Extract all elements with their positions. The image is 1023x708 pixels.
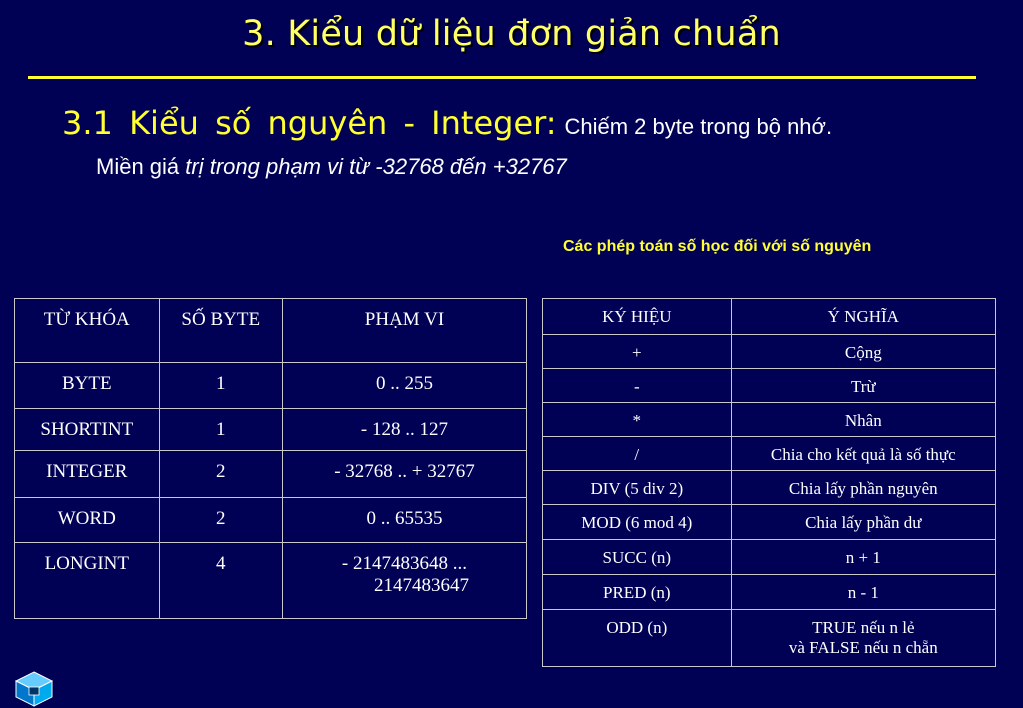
table-row bbox=[543, 437, 996, 471]
ops-table bbox=[542, 298, 996, 667]
cell-range: 0 .. 255 bbox=[282, 363, 526, 409]
cell-keyword: INTEGER bbox=[15, 451, 160, 498]
table-row bbox=[15, 543, 527, 619]
cell-meaning: Chia lấy phần dư bbox=[731, 505, 995, 540]
table-row bbox=[543, 369, 996, 403]
cell-symbol: PRED (n) bbox=[543, 575, 732, 610]
header-symbol: KÝ HIỆU bbox=[543, 299, 732, 335]
header-range: PHẠM VI bbox=[282, 299, 526, 363]
table-row bbox=[543, 335, 996, 369]
table-row bbox=[15, 498, 527, 543]
subheading-note: Chiếm 2 byte trong bộ nhớ. bbox=[564, 114, 833, 139]
cell-keyword: SHORTINT bbox=[15, 409, 160, 451]
table-row bbox=[543, 505, 996, 540]
cell-symbol: DIV (5 div 2) bbox=[543, 471, 732, 505]
cell-meaning: n - 1 bbox=[731, 575, 995, 610]
cell-symbol: / bbox=[543, 437, 732, 471]
table-row bbox=[15, 363, 527, 409]
cell-meaning: Nhân bbox=[731, 403, 995, 437]
table-row bbox=[543, 471, 996, 505]
cell-symbol: MOD (6 mod 4) bbox=[543, 505, 732, 540]
table-row bbox=[15, 409, 527, 451]
header-keyword: TỪ KHÓA bbox=[15, 299, 160, 363]
cell-bytes: 4 bbox=[159, 543, 282, 619]
table-row bbox=[543, 575, 996, 610]
cell-range: - 128 .. 127 bbox=[282, 409, 526, 451]
title-underline bbox=[28, 76, 976, 79]
header-meaning: Ý NGHĨA bbox=[731, 299, 995, 335]
cell-bytes: 2 bbox=[159, 498, 282, 543]
table-row bbox=[543, 403, 996, 437]
cell-meaning: Chia cho kết quả là số thực bbox=[731, 437, 995, 471]
cell-bytes: 1 bbox=[159, 409, 282, 451]
cube-logo-icon bbox=[12, 670, 56, 708]
cell-meaning: Cộng bbox=[731, 335, 995, 369]
range-prefix: Miền giá bbox=[96, 154, 186, 179]
cell-symbol: - bbox=[543, 369, 732, 403]
cell-bytes: 2 bbox=[159, 451, 282, 498]
range-line bbox=[96, 154, 567, 180]
types-table bbox=[14, 298, 527, 619]
table-row bbox=[543, 610, 996, 667]
cell-meaning: n + 1 bbox=[731, 540, 995, 575]
cell-symbol: + bbox=[543, 335, 732, 369]
table-row bbox=[15, 451, 527, 498]
table-row bbox=[543, 540, 996, 575]
ops-caption: Các phép toán số học đối với số nguyên bbox=[563, 238, 872, 255]
table-header-row bbox=[543, 299, 996, 335]
cell-range bbox=[282, 543, 526, 619]
slide-title: 3. Kiểu dữ liệu đơn giản chuẩn bbox=[242, 14, 781, 54]
cell-range: - 32768 .. + 32767 bbox=[282, 451, 526, 498]
cell-keyword: WORD bbox=[15, 498, 160, 543]
cell-range-line-1: - 2147483648 ... bbox=[341, 553, 467, 574]
cell-bytes: 1 bbox=[159, 363, 282, 409]
table-header-row bbox=[15, 299, 527, 363]
cell-meaning-line-1: TRUE nếu n lẻ bbox=[812, 618, 915, 637]
cell-meaning bbox=[731, 610, 995, 667]
cell-meaning-line-2: và FALSE nếu n chẵn bbox=[788, 638, 938, 657]
subheading-main: 3.1 Kiểu số nguyên - Integer: bbox=[62, 104, 557, 142]
cell-keyword: LONGINT bbox=[15, 543, 160, 619]
cell-symbol: * bbox=[543, 403, 732, 437]
header-bytes: SỐ BYTE bbox=[159, 299, 282, 363]
range-italic: trị trong phạm vi từ -32768 đến +32767 bbox=[185, 154, 567, 179]
cell-meaning: Trừ bbox=[731, 369, 995, 403]
cell-keyword: BYTE bbox=[15, 363, 160, 409]
cell-range: 0 .. 65535 bbox=[282, 498, 526, 543]
cell-meaning: Chia lấy phần nguyên bbox=[731, 471, 995, 505]
cell-symbol: SUCC (n) bbox=[543, 540, 732, 575]
subheading bbox=[62, 104, 832, 142]
cell-symbol: ODD (n) bbox=[543, 610, 732, 667]
cell-range-line-2: 2147483647 bbox=[373, 575, 469, 596]
